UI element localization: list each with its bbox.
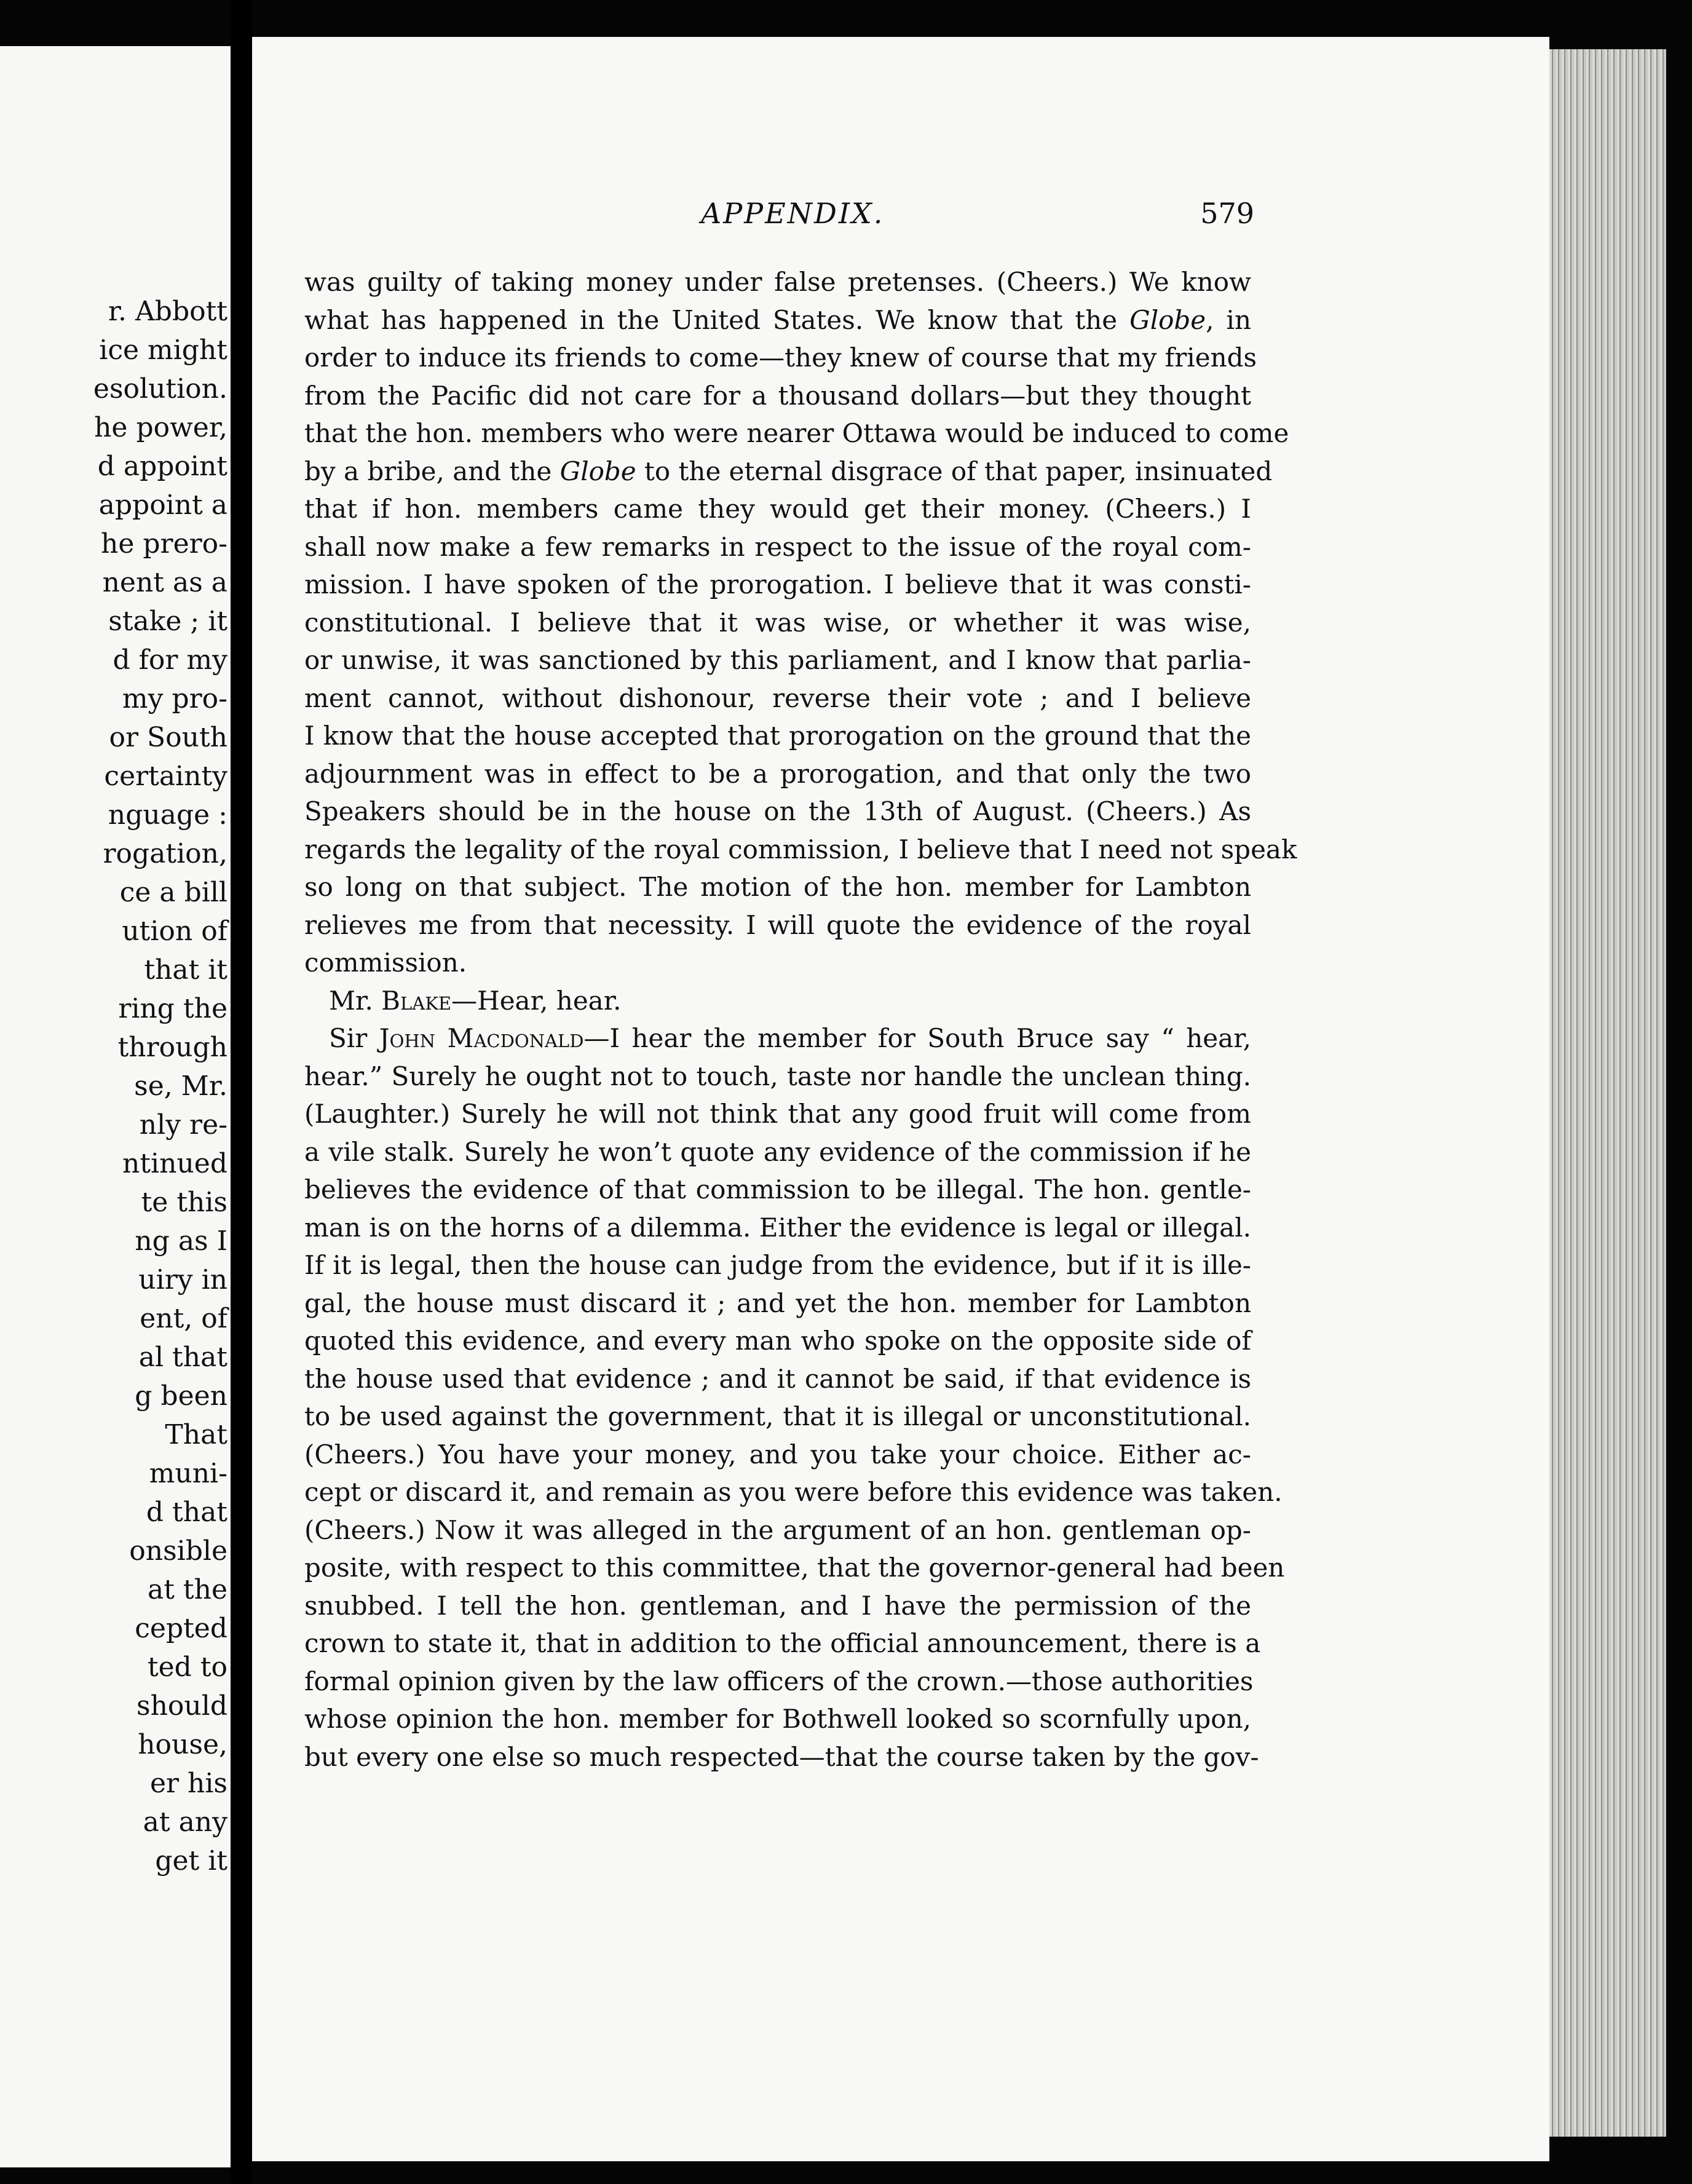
text-line: formal opinion given by the law officers of the crown.—those authorities [304, 1666, 1254, 1696]
left-line: cepted [135, 1613, 227, 1644]
left-line: al that [138, 1342, 227, 1373]
text-line: regards the legality of the royal commission, I believe that I need not speak [304, 834, 1297, 865]
left-line: through [117, 1032, 227, 1063]
page-edges [1549, 49, 1666, 2137]
left-line: muni- [149, 1458, 227, 1489]
text-run: , in [1206, 304, 1252, 335]
left-line: g been [135, 1380, 227, 1412]
text-line: (Cheers.) Now it was alleged in the argument of an hon. gentleman op- [304, 1514, 1251, 1545]
left-line: my pro- [122, 683, 227, 714]
text-line: a vile stalk. Surely he won’t quote any evidence of the commission if he [304, 1136, 1251, 1167]
left-line: esolution. [93, 373, 227, 405]
text-line: If it is legal, then the house can judge from the evidence, but if it is ille- [304, 1250, 1251, 1280]
left-line: d appoint [97, 451, 227, 482]
text-line: (Laughter.) Surely he will not think that any good fruit will come from [304, 1099, 1251, 1129]
left-line: te this [141, 1187, 227, 1218]
text-line: cept or discard it, and remain as you were before this evidence was taken. [304, 1477, 1283, 1507]
left-line: get it [155, 1845, 227, 1877]
left-line: ring the [118, 993, 227, 1024]
text-line: believes the evidence of that commission to be illegal. The hon. gentle- [304, 1174, 1251, 1205]
text-line [304, 453, 1273, 491]
italic-title: Globe [1129, 304, 1206, 335]
text-line: or unwise, it was sanctioned by this parliament, and I know that parlia- [304, 645, 1251, 675]
text-line: gal, the house must discard it ; and yet the hon. member for Lambton [304, 1288, 1251, 1318]
left-line: rogation, [103, 838, 227, 869]
left-page [0, 46, 231, 2167]
text-line: constitutional. I believe that it was wise, or whether it was wise, [304, 607, 1251, 638]
text-line: commission. [304, 948, 467, 978]
page-header [307, 197, 1254, 246]
left-line: ice might [99, 334, 227, 366]
text-line: hear.” Surely he ought not to touch, taste nor handle the unclean thing. [304, 1061, 1251, 1091]
left-line: appoint a [98, 489, 227, 521]
left-line: nguage : [108, 799, 227, 831]
text-run: Mr. [329, 985, 382, 1016]
left-line: d for my [113, 644, 227, 676]
body-text [304, 263, 1297, 1776]
text-run: what has happened in the United States. We know that the [304, 304, 1130, 335]
left-line: house, [138, 1729, 227, 1760]
page-number: 579 [1200, 197, 1254, 230]
left-line: at any [143, 1806, 227, 1838]
left-line: he prero- [101, 528, 227, 560]
left-line: at the [148, 1574, 227, 1605]
left-line: ent, of [140, 1303, 227, 1334]
text-line: ment cannot, without dishonour, reverse their vote ; and I believe [304, 682, 1251, 713]
left-line: r. Abbott [108, 296, 227, 327]
left-line: nent as a [102, 567, 227, 598]
text-line: so long on that subject. The motion of the hon. member for Lambton [304, 872, 1251, 902]
left-line: se, Mr. [134, 1070, 227, 1102]
text-run: to the eternal disgrace of that paper, insinuated [636, 456, 1273, 486]
text-line: relieves me from that necessity. I will quote the evidence of the royal [304, 909, 1251, 940]
left-line: ution of [122, 916, 227, 947]
text-line: I know that the house accepted that prorogation on the ground that the [304, 721, 1251, 751]
speaker-line [304, 1019, 1251, 1058]
text-line: that if hon. members came they would get their money. (Cheers.) I [304, 494, 1251, 524]
text-line: quoted this evidence, and every man who spoke on the opposite side of [304, 1326, 1251, 1356]
text-line: order to induce its friends to come—they knew of course that my friends [304, 342, 1257, 373]
left-line: certainty [104, 761, 227, 792]
text-line: (Cheers.) You have your money, and you take your choice. Either ac- [304, 1439, 1251, 1470]
left-line: ntinued [122, 1148, 227, 1179]
text-line: to be used against the government, that it is illegal or unconstitutional. [304, 1401, 1251, 1431]
left-line: nly re- [139, 1109, 227, 1141]
text-line: shall now make a few remarks in respect to the issue of the royal com- [304, 531, 1251, 562]
italic-title: Globe [559, 456, 636, 486]
text-line: posite, with respect to this committee, that the governor-general had been [304, 1553, 1285, 1583]
text-line: man is on the horns of a dilemma. Either the evidence is legal or illegal. [304, 1212, 1251, 1243]
text-line: from the Pacific did not care for a thousand dollars—but they thought [304, 380, 1251, 411]
left-line: stake ; it [108, 606, 227, 637]
text-line: the house used that evidence ; and it cannot be said, if that evidence is [304, 1363, 1251, 1394]
text-line [304, 301, 1251, 339]
left-line: That [165, 1419, 227, 1450]
left-line: d that [146, 1497, 227, 1528]
running-head: APPENDIX. [701, 197, 885, 230]
text-run: —I hear the member for South Bruce say “ hear, [583, 1023, 1252, 1053]
text-run: —Hear, hear. [451, 985, 622, 1016]
left-line: onsible [129, 1535, 227, 1567]
book-gutter [231, 0, 252, 2184]
text-line: adjournment was in effect to be a prorogation, and that only the two [304, 758, 1251, 789]
text-line: snubbed. I tell the hon. gentleman, and I have the permission of the [304, 1590, 1251, 1621]
speaker-line [304, 982, 1251, 1020]
left-line: ce a bill [119, 877, 227, 908]
left-line: that it [144, 954, 227, 986]
text-line: but every one else so much respected—that the course taken by the gov- [304, 1741, 1259, 1772]
text-line: mission. I have spoken of the prorogation. I believe that it was consti- [304, 569, 1251, 599]
left-page-text [0, 292, 227, 1880]
text-line: whose opinion the hon. member for Bothwell looked so scornfully upon, [304, 1704, 1251, 1734]
left-line: ng as I [135, 1225, 227, 1257]
left-line: or South [109, 722, 227, 753]
text-run: by a bribe, and the [304, 456, 560, 486]
text-line: was guilty of taking money under false pretenses. (Cheers.) We know [304, 267, 1251, 297]
left-line: uiry in [138, 1264, 227, 1296]
left-line: er his [149, 1768, 227, 1799]
text-run: Sir [329, 1023, 379, 1053]
left-line: ted to [147, 1652, 227, 1683]
speaker-name: John Macdonald [379, 1023, 584, 1053]
speaker-name: Blake [381, 985, 452, 1016]
left-line: should [136, 1690, 227, 1722]
text-line: that the hon. members who were nearer Ottawa would be induced to come [304, 418, 1289, 448]
text-line: crown to state it, that in addition to the official announcement, there is a [304, 1628, 1261, 1658]
left-line: he power, [94, 412, 227, 443]
text-line: Speakers should be in the house on the 13th of August. (Cheers.) As [304, 796, 1251, 826]
